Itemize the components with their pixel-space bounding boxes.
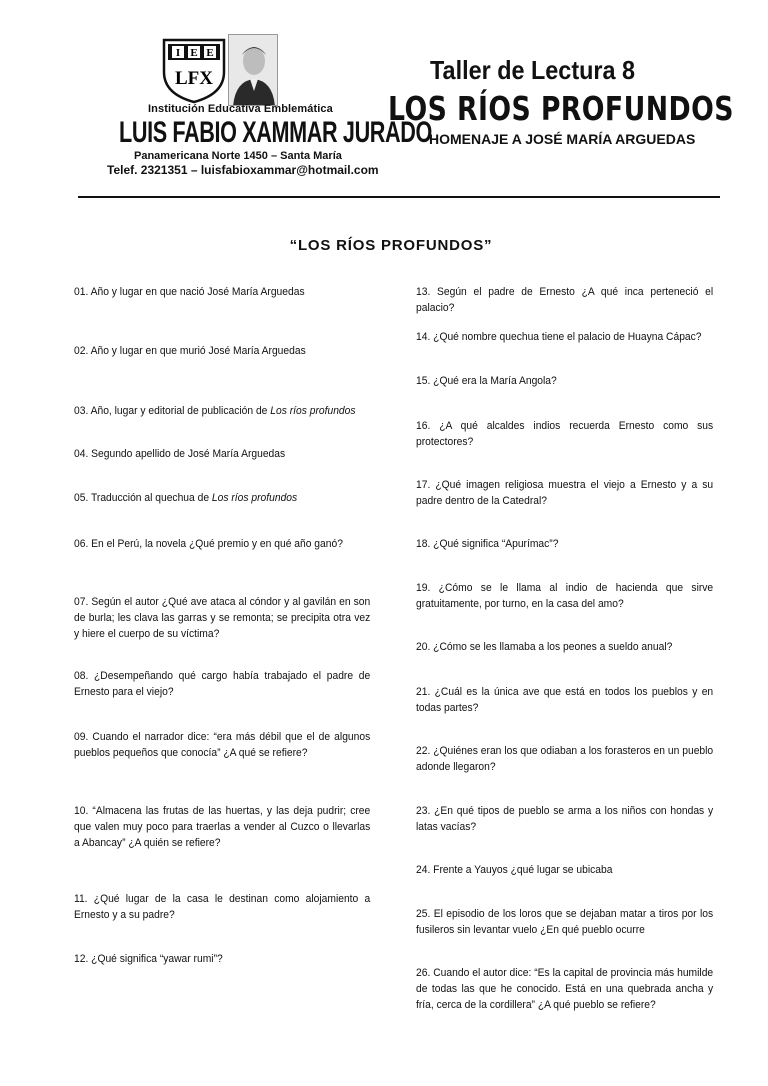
- school-crest-logo: [162, 38, 226, 104]
- question-11: 11. ¿Qué lugar de la casa le destinan como alojamiento a Ernesto y a su padre?: [74, 893, 371, 921]
- question-02: 02. Año y lugar en que murió José María Arguedas: [74, 345, 306, 357]
- question-16: 16. ¿A qué alcaldes indios recuerda Ernesto como sus protectores?: [416, 420, 714, 448]
- crest-letter-i: I: [175, 47, 181, 59]
- question-17: 17. ¿Qué imagen religiosa muestra el viejo a Ernesto y a su padre dentro de la Catedral?: [416, 479, 714, 507]
- question-19: 19. ¿Cómo se le llama al indio de hacienda que sirve gratuitamente, por turno, en la casa del amo?: [416, 582, 714, 610]
- question-22: 22. ¿Quiénes eran los que odiaban a los forasteros en un pueblo adonde llegaron?: [416, 745, 714, 773]
- crest-monogram: LFX: [175, 68, 213, 89]
- question-15: 15. ¿Qué era la María Angola?: [416, 375, 557, 387]
- workshop-title: Taller de Lectura 8: [430, 55, 636, 85]
- institution-line: Institución Educativa Emblemática: [148, 103, 333, 115]
- question-24: 24. Frente a Yauyos ¿qué lugar se ubicaba: [416, 864, 613, 876]
- question-08: 08. ¿Desempeñando qué cargo había trabajado el padre de Ernesto para el viejo?: [74, 670, 371, 698]
- book-title: LOS RÍOS PROFUNDOS: [388, 89, 734, 128]
- tribute-subtitle: HOMENAJE A JOSÉ MARÍA ARGUEDAS: [429, 131, 696, 147]
- question-13: 13. Según el padre de Ernesto ¿A qué inca perteneció el palacio?: [416, 286, 714, 314]
- question-26: 26. Cuando el autor dice: “Es la capital de provincia más humilde de todas las que he conocido. Está en una quebrada ancha y fría, cerca de la cordillera” ¿A qué pueblo se refiere?: [416, 967, 714, 1011]
- question-01: 01. Año y lugar en que nació José María Arguedas: [74, 286, 305, 298]
- crest-letter-e1: E: [190, 47, 198, 59]
- question-05: 05. Traducción al quechua de Los ríos profundos: [74, 492, 298, 504]
- question-10: 10. “Almacena las frutas de las huertas, y las deja pudrir; cree que valen muy poco para traerlas a vender al Cuzco o llevarlas a Abancay” ¿A quién se refiere?: [74, 805, 371, 849]
- question-14: 14. ¿Qué nombre quechua tiene el palacio de Huayna Cápac?: [416, 331, 702, 343]
- question-09: 09. Cuando el narrador dice: “era más débil que el de algunos pueblos pequeños que conocía” ¿A qué se refiere?: [74, 731, 371, 759]
- school-address: Panamericana Norte 1450 – Santa María: [134, 150, 342, 162]
- question-07: 07. Según el autor ¿Qué ave ataca al cóndor y al gavilán en son de burla; les clava las garras y se remonta; se precipita otra vez y hiere el cuerpo de su víctima?: [74, 596, 371, 640]
- question-04: 04. Segundo apellido de José María Arguedas: [74, 448, 286, 460]
- question-25: 25. El episodio de los loros que se dejaban matar a tiros por los fusileros sin levantar vuelo ¿En qué pueblo ocurre: [416, 908, 714, 936]
- question-23: 23. ¿En qué tipos de pueblo se arma a los niños con hondas y latas vacías?: [416, 805, 714, 833]
- crest-letter-e2: E: [206, 47, 214, 59]
- question-12: 12. ¿Qué significa “yawar rumi”?: [74, 953, 223, 965]
- question-21: 21. ¿Cuál es la única ave que está en todos los pueblos y en todas partes?: [416, 686, 714, 714]
- school-contact: Telef. 2321351 – luisfabioxammar@hotmail.com: [107, 163, 379, 177]
- question-06: 06. En el Perú, la novela ¿Qué premio y en qué año ganó?: [74, 538, 343, 550]
- question-20: 20. ¿Cómo se les llamaba a los peones a sueldo anual?: [416, 641, 673, 653]
- question-03: 03. Año, lugar y editorial de publicación de Los ríos profundos: [74, 405, 356, 417]
- question-18: 18. ¿Qué significa “Apurímac”?: [416, 538, 559, 550]
- header-divider: [78, 196, 720, 198]
- arguedas-portrait: [228, 34, 278, 106]
- document-title: “LOS RÍOS PROFUNDOS”: [289, 237, 493, 254]
- document-header: [0, 0, 768, 200]
- school-name: LUIS FABIO XAMMAR JURADO: [119, 116, 432, 149]
